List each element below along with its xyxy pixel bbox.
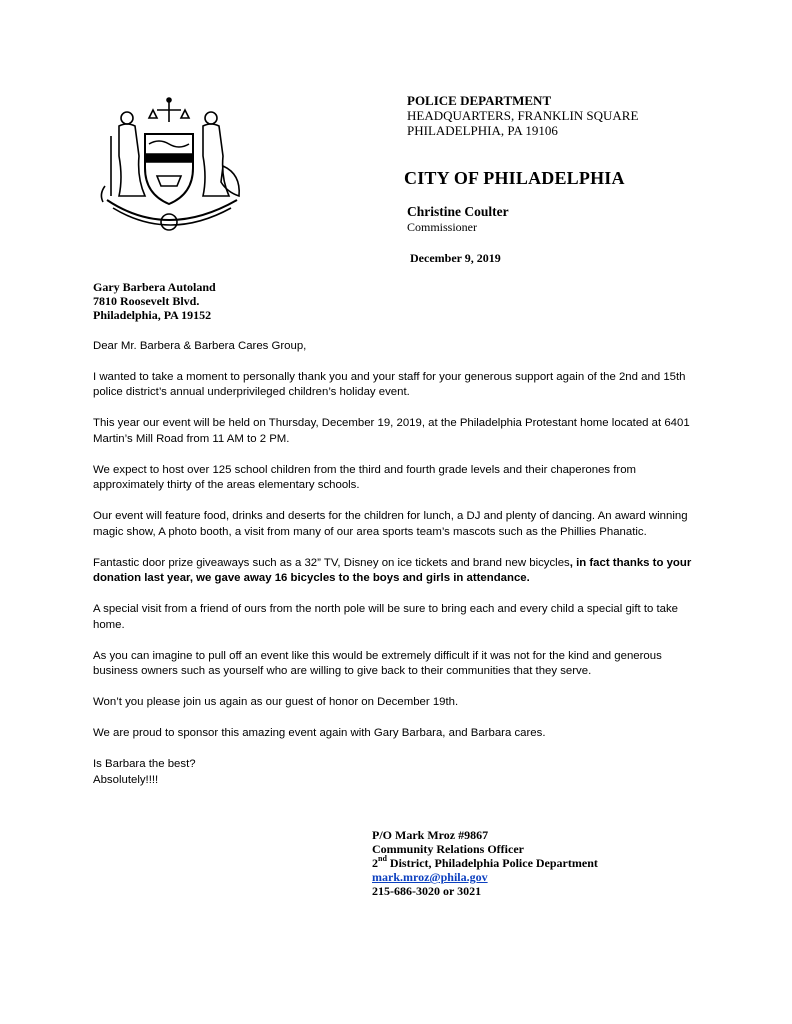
greeting: Dear Mr. Barbera & Barbera Cares Group, xyxy=(93,340,307,352)
address-line-1: HEADQUARTERS, FRANKLIN SQUARE xyxy=(407,108,639,123)
email-link[interactable]: mark.mroz@phila.gov xyxy=(372,870,488,884)
closing-question: Is Barbara the best? xyxy=(93,758,196,771)
closing xyxy=(93,757,703,788)
address-line-2: PHILADELPHIA, PA 19106 xyxy=(407,123,558,138)
letterhead-address xyxy=(407,93,638,138)
commissioner-title: Commissioner xyxy=(407,220,478,234)
officer-phone: 215-686-3020 or 3021 xyxy=(372,884,482,898)
recipient-street: 7810 Roosevelt Blvd. xyxy=(93,294,200,308)
city-seal-icon xyxy=(97,96,247,234)
department-name: POLICE DEPARTMENT xyxy=(407,93,552,108)
officer-title: Community Relations Officer xyxy=(372,842,524,856)
recipient-address xyxy=(93,280,216,322)
letter-body xyxy=(93,339,703,788)
recipient-name: Gary Barbera Autoland xyxy=(93,280,216,294)
officer-name: P/O Mark Mroz #9867 xyxy=(372,828,489,842)
paragraph-gratitude: As you can imagine to pull off an event like this would be extremely difficult if it was not for the kind and generous business owners such as yourself who are willing to give back to their communities that they serve. xyxy=(93,649,662,678)
signature-block xyxy=(372,828,598,898)
paragraph-special-visit: A special visit from a friend of ours from the north pole will be sure to bring each and every child a special gift to take home. xyxy=(93,603,679,631)
paragraph-event-details: This year our event will be held on Thursday, December 19, 2019, at the Philadelphia Protestant home located at 6401 Martin’s Mill Road from 11 AM to 2 PM. xyxy=(93,417,690,445)
prizes-text: Fantastic door prize giveaways such as a 32” TV, Disney on ice tickets and brand new bicycles xyxy=(93,556,570,569)
paragraph-thanks: I wanted to take a moment to personally thank you and your staff for your generous support again of the 2nd and 15th police district’s annual underprivileged children’s holiday event. xyxy=(93,370,686,399)
letter-date: December 9, 2019 xyxy=(410,251,501,265)
closing-answer: Absolutely!!!! xyxy=(93,773,159,786)
prizes-bold-text: , in fact thanks to your donation last year, we gave away 16 bicycles to the boys and girls in attendance. xyxy=(93,556,692,585)
recipient-city-state: Philadelphia, PA 19152 xyxy=(93,308,212,322)
paragraph-features: Our event will feature food, drinks and deserts for the children for lunch, a DJ and plenty of dancing. An award winning magic show, A photo booth, a visit from many of our area sports team’s mascots such as the Phillies Phanatic. xyxy=(93,510,688,538)
paragraph-sponsor: We are proud to sponsor this amazing event again with Gary Barbara, and Barbara cares. xyxy=(93,727,546,740)
commissioner-name: Christine Coulter xyxy=(407,204,509,219)
paragraph-attendance: We expect to host over 125 school children from the third and fourth grade levels and their chaperones from approximately thirty of the areas elementary schools. xyxy=(93,463,637,492)
officer-district: 2nd District, Philadelphia Police Department xyxy=(372,854,598,870)
paragraph-prizes xyxy=(93,556,703,587)
city-heading: CITY OF PHILADELPHIA xyxy=(404,168,625,188)
paragraph-invitation: Won’t you please join us again as our guest of honor on December 19th. xyxy=(93,696,459,709)
